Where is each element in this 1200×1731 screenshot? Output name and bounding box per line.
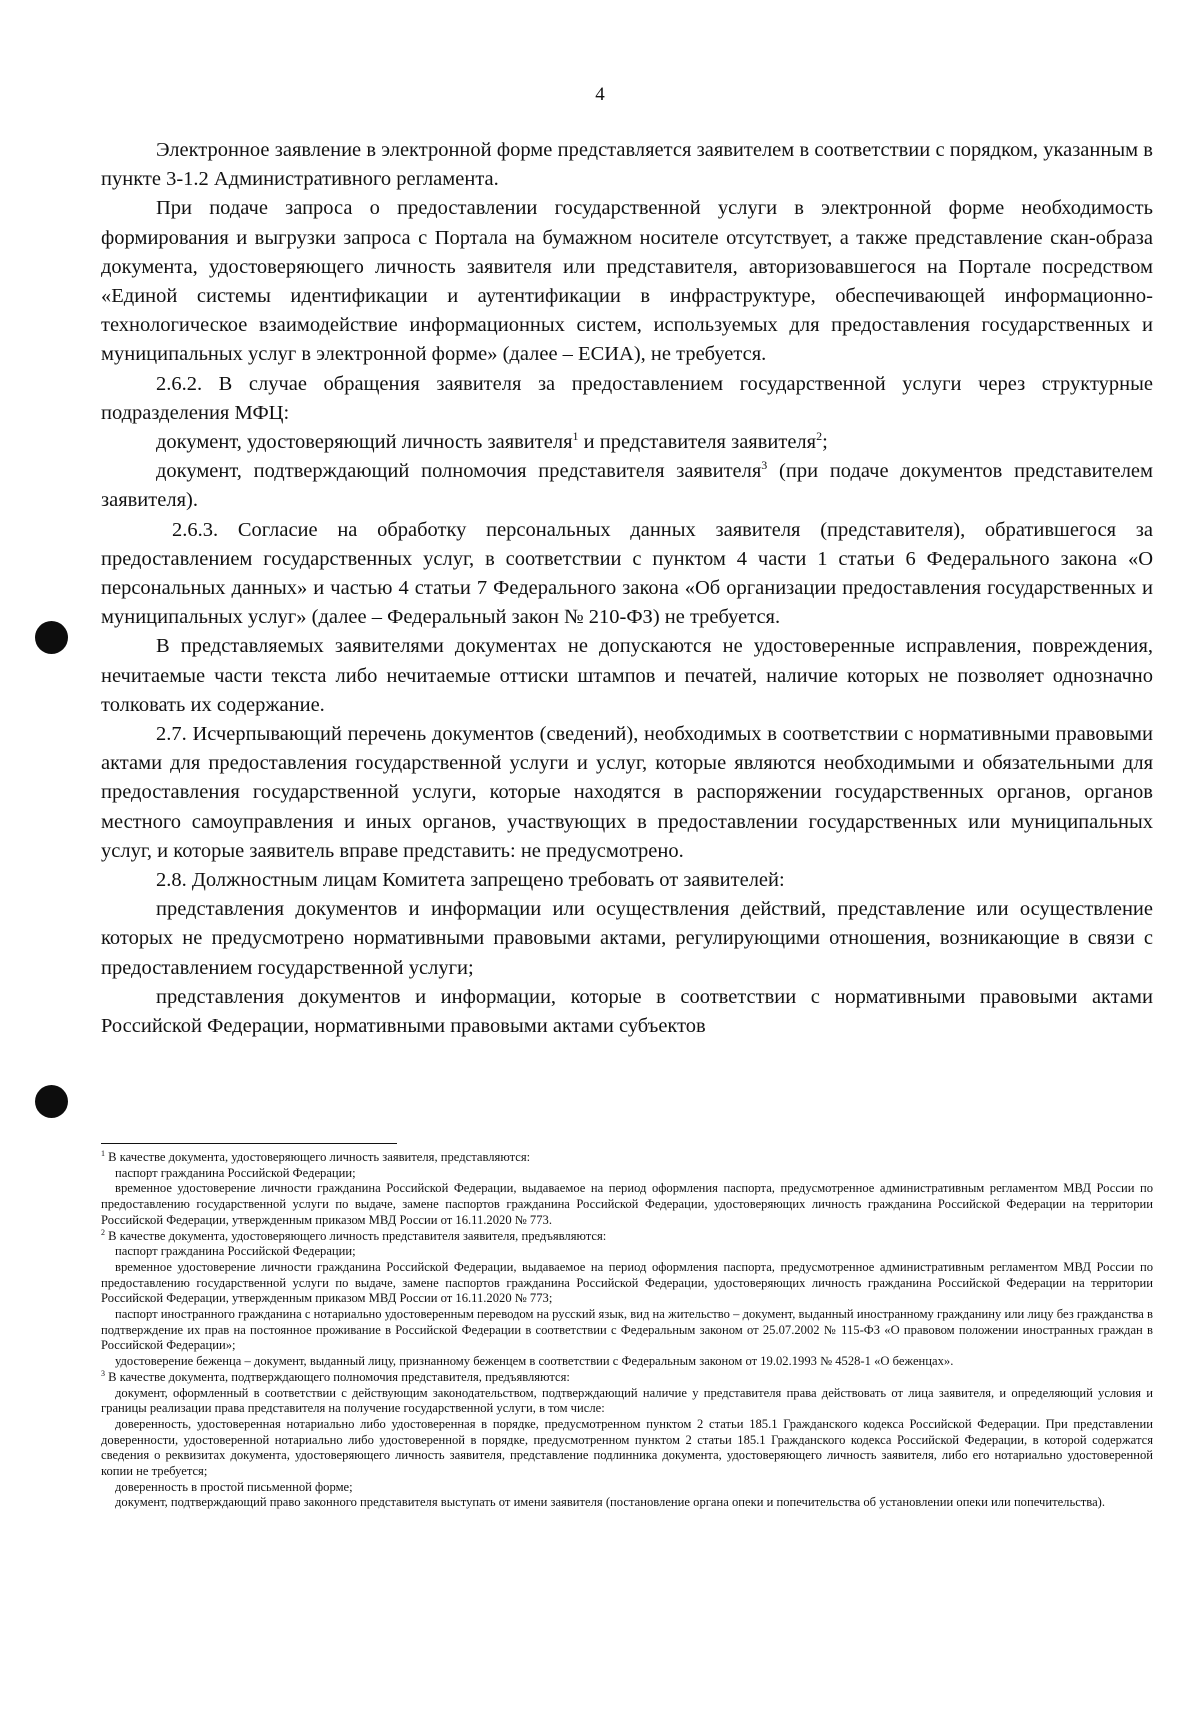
footnote-2-item: временное удостоверение личности гражданина Российской Федерации, выдаваемое на период оформления паспорта, предусмотренное административным регламентом МВД России по предоставлению государственной услуги по выдаче, замене паспортов гражданина Российской Федерации, удостоверяющих личность гражданина Российской Федерации на территории Российской Федерации, утвержденным приказом МВД России от 16.11.2020 № 773;: [101, 1259, 1153, 1306]
paragraph-2-7: 2.7. Исчерпывающий перечень документов (сведений), необходимых в соответствии с нормативными правовыми актами для предоставления государственной услуги и услуг, которые являются необходимыми и обязательными для предоставления государственной услуги, которые находятся в распоряжении государственных органов, органов местного самоуправления и иных органов, участвующих в предоставлении государственных или муниципальных услуг, и которые заявитель вправе представить: не предусмотрено.: [101, 723, 1153, 862]
footnote-3-item: документ, оформленный в соответствии с действующим законодательством, подтверждающий наличие у представителя права действовать от лица заявителя, и определяющий условия и границы реализации права представителя на получение государственной услуги, в том числе:: [101, 1385, 1153, 1416]
footnote-ref-1: 1: [572, 429, 579, 444]
footnote-1-item: паспорт гражданина Российской Федерации;: [115, 1165, 356, 1180]
footnote-1-item: временное удостоверение личности гражданина Российской Федерации, выдаваемое на период оформления паспорта, предусмотренное административным регламентом МВД России по предоставлению государственной услуги по выдаче, замене паспортов гражданина Российской Федерации, удостоверяющих личность гражданина Российской Федерации на территории Российской Федерации, утвержденным приказом МВД России от 16.11.2020 № 773.: [101, 1181, 1153, 1227]
page-number: 4: [595, 84, 605, 105]
paragraph-requirement-1: представления документов и информации или осуществления действий, представление или осуществление которых не предусмотрено нормативными правовыми актами, регулирующими отношения, возникающие в связи с предоставлением государственной услуги;: [101, 898, 1153, 979]
footnote-3-item: документ, подтверждающий право законного представителя выступать от имени заявителя (постановление органа опеки и попечительства об установлении опеки или попечительства).: [115, 1495, 1105, 1510]
footnote-3-item: доверенность, удостоверенная нотариально либо удостоверенная в порядке, предусмотренном пунктом 2 статьи 185.1 Гражданского кодекса Российской Федерации. При представлении доверенности, удостоверенной нотариально либо удостоверенной в порядке, предусмотренном пунктом 2 статьи 185.1 Гражданского кодекса Российской Федерации, в которой содержатся сведения о реквизитах документа, удостоверяющего личность заявителя, представление подлинника документа, удостоверяющего личность заявителя, либо его нотариально удостоверенной копии не требуется;: [101, 1416, 1153, 1479]
footnote-2-item: паспорт гражданина Российской Федерации;: [115, 1244, 356, 1259]
paragraph-requirement-2: представления документов и информации, которые в соответствии с нормативными правовыми актами Российской Федерации, нормативными правовыми актами субъектов: [101, 985, 1153, 1038]
paragraph-electronic-form: При подаче запроса о предоставлении государственной услуги в электронной форме необходимость формирования и выгрузки запроса с Портала на бумажном носителе отсутствует, а также представление скан-образа документа, удостоверяющего личность заявителя или представителя, авторизовавшегося на Портале посредством «Единой системы идентификации и аутентификации в инфраструктуре, обеспечивающей информационно-технологическое взаимодействие информационных систем, используемых для предоставления государственных и муниципальных услуг в электронной форме» (далее – ЕСИА), не требуется.: [101, 197, 1153, 366]
footnote-ref-3: 3: [761, 458, 768, 473]
paragraph-2-6-2: 2.6.2. В случае обращения заявителя за предоставлением государственной услуги через структурные подразделения МФЦ:: [101, 372, 1153, 424]
paragraph-electronic-application: Электронное заявление в электронной форме представляется заявителем в соответствии с порядком, указанным в пункте 3-1.2 Административного регламента.: [101, 139, 1153, 191]
punch-hole-lower: [35, 1085, 68, 1118]
footnote-2-item: паспорт иностранного гражданина с нотариально удостоверенным переводом на русский язык, вид на жительство – документ, выданный иностранному гражданину или лицу без гражданства в подтверждение их прав на постоянное проживание в Российской Федерации в соответствии с Федеральным законом от 25.07.2002 № 115-ФЗ «О правовом положении иностранных граждан в Российской Федерации»;: [101, 1307, 1153, 1353]
paragraph-2-8: 2.8. Должностным лицам Комитета запрещено требовать от заявителей:: [156, 869, 785, 892]
paragraph-corrections: В представляемых заявителями документах не допускаются не удостоверенные исправления, повреждения, нечитаемые части текста либо нечитаемые оттиски штампов и печатей, наличие которых не позволяет однозначно толковать их содержание.: [101, 635, 1153, 716]
footnote-3-item: доверенность в простой письменной форме;: [115, 1479, 353, 1494]
footnote-2-item: удостоверение беженца – документ, выданный лицу, признанному беженцем в соответствии с Федеральным законом от 19.02.1993 № 4528-1 «О беженцах».: [115, 1354, 954, 1369]
footnote-1-head: $^1$ В качестве документа, удостоверяющего личность заявителя, представляются:: [101, 1148, 531, 1164]
footnote-2-head: $^2$ В качестве документа, удостоверяющего личность представителя заявителя, предъявляются:: [101, 1227, 607, 1243]
paragraph-2-6-3: 2.6.3. Согласие на обработку персональных данных заявителя (представителя), обратившегося за предоставлением государственных услуг, в соответствии с пунктом 4 части 1 статьи 6 Федерального закона «О персональных данных» и частью 4 статьи 7 Федерального закона «Об организации предоставления государственных и муниципальных услуг» (далее – Федеральный закон № 210-ФЗ) не требуется.: [101, 518, 1153, 629]
footnote-separator: [101, 1143, 397, 1144]
punch-hole-upper: [35, 621, 68, 654]
paragraph-authority-document: документ, подтверждающий полномочия представителя заявителя$^3$ (при подаче документов представителем заявителя).: [101, 458, 1153, 512]
footnote-ref-2: 2: [816, 429, 823, 444]
main-text: [101, 136, 1153, 1041]
footnotes: [101, 1150, 1153, 1511]
paragraph-identity-document: документ, удостоверяющий личность заявителя$^1$ и представителя заявителя$^2$;: [156, 429, 828, 454]
footnote-3-head: $^3$ В качестве документа, подтверждающего полномочия представителя, предъявляются:: [101, 1368, 570, 1384]
